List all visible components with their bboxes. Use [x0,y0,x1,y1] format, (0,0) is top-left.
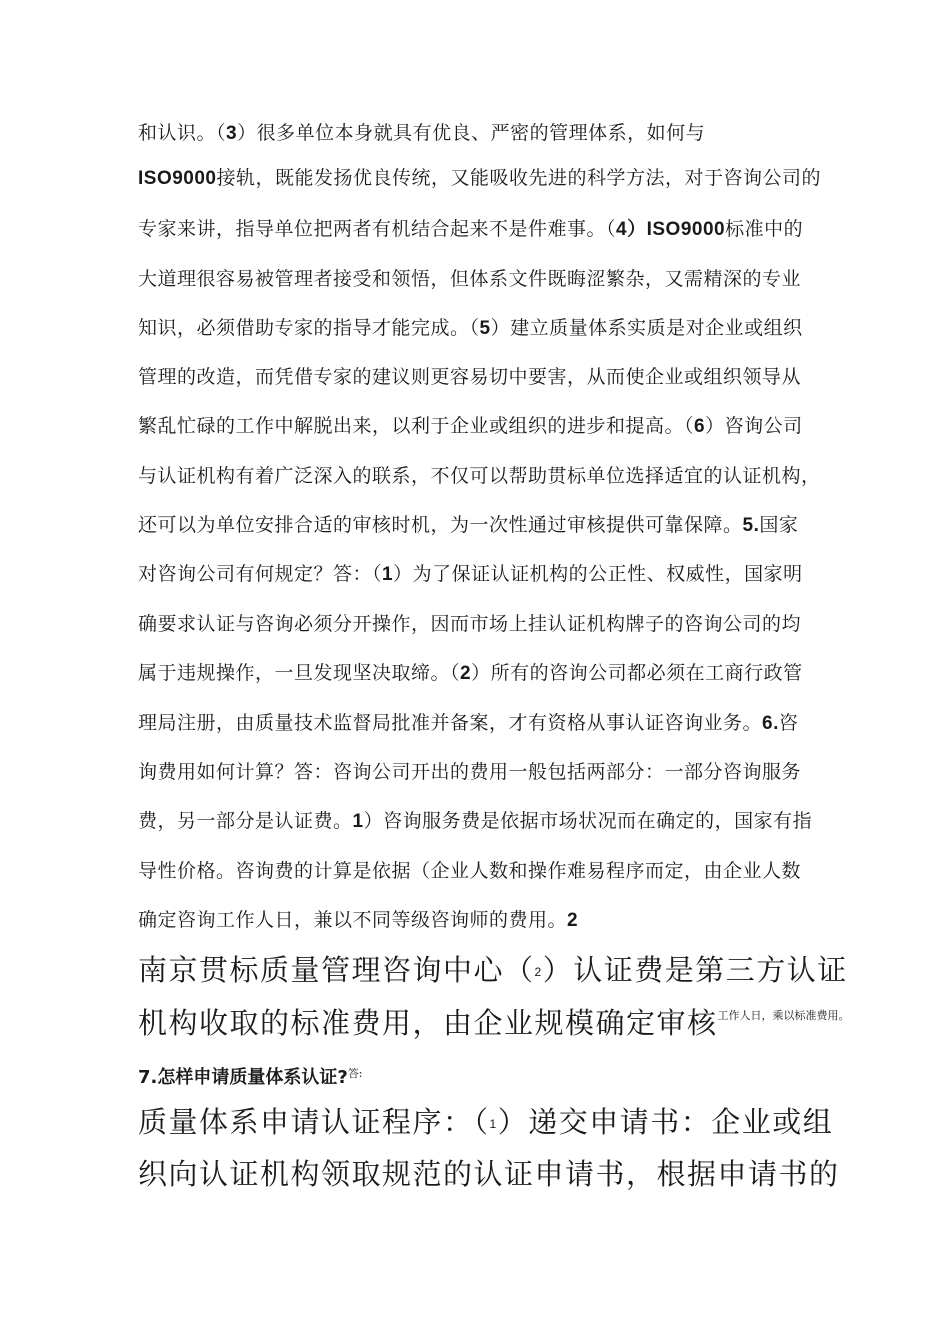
text-line-13: 理局注册，由质量技术监督局批准并备案，才有资格从事认证咨询业务。6.咨 [138,712,799,734]
text-line-15: 费，另一部分是认证费。1）咨询服务费是依据市场状况而在确定的，国家有指 [138,810,813,832]
text-line-3: 专家来讲，指导单位把两者有机结合起来不是件难事。（4）ISO9000标准中的 [138,218,804,240]
text-line-1: 和认识。（3）很多单位本身就具有优良、严密的管理体系，如何与 [138,122,706,144]
large-text-line-4: 织向认证机构领取规范的认证申请书，根据申请书的 [138,1157,840,1191]
large-text-line-1: 南京贯标质量管理咨询中心（2）认证费是第三方认证 [138,953,848,987]
text-line-11: 确要求认证与咨询必须分开操作，因而市场上挂认证机构牌子的咨询公司的均 [138,613,802,635]
text-line-9: 还可以为单位安排合适的审核时机，为一次性通过审核提供可靠保障。5.国家 [138,514,799,536]
text-line-4: 大道理很容易被管理者接受和领悟，但体系文件既晦涩繁杂，又需精深的专业 [138,268,802,290]
text-line-10: 对咨询公司有何规定？答：（1）为了保证认证机构的公正性、权威性，国家明 [138,563,803,585]
text-line-17: 确定咨询工作人日，兼以不同等级咨询师的费用。2 [138,909,579,931]
text-line-12: 属于违规操作，一旦发现坚决取缔。（2）所有的咨询公司都必须在工商行政管 [138,662,803,684]
text-line-16: 导性价格。咨询费的计算是依据（企业人数和操作难易程序而定，由企业人数 [138,860,802,882]
large-text-line-3: 质量体系申请认证程序：（1）递交申请书：企业或组 [138,1105,834,1139]
question-7-heading: 7.怎样申请质量体系认证?$^{答:}$ [138,1067,363,1088]
large-text-line-2: 机构收取的标准费用，由企业规模确定审核$^{工作人日,乘以标准费用。}$ [138,1006,850,1040]
text-line-5: 知识，必须借助专家的指导才能完成。（5）建立质量体系实质是对企业或组织 [138,317,803,339]
text-line-7: 繁乱忙碌的工作中解脱出来，以利于企业或组织的进步和提高。（6）咨询公司 [138,415,803,437]
text-line-2: ISO9000接轨，既能发扬优良传统，又能吸收先进的科学方法，对于咨询公司的 [138,167,822,189]
text-line-14: 询费用如何计算？答：咨询公司开出的费用一般包括两部分：一部分咨询服务 [138,761,802,783]
text-line-8: 与认证机构有着广泛深入的联系，不仅可以帮助贯标单位选择适宜的认证机构， [138,465,821,487]
text-line-6: 管理的改造，而凭借专家的建议则更容易切中要害，从而使企业或组织领导从 [138,366,802,388]
